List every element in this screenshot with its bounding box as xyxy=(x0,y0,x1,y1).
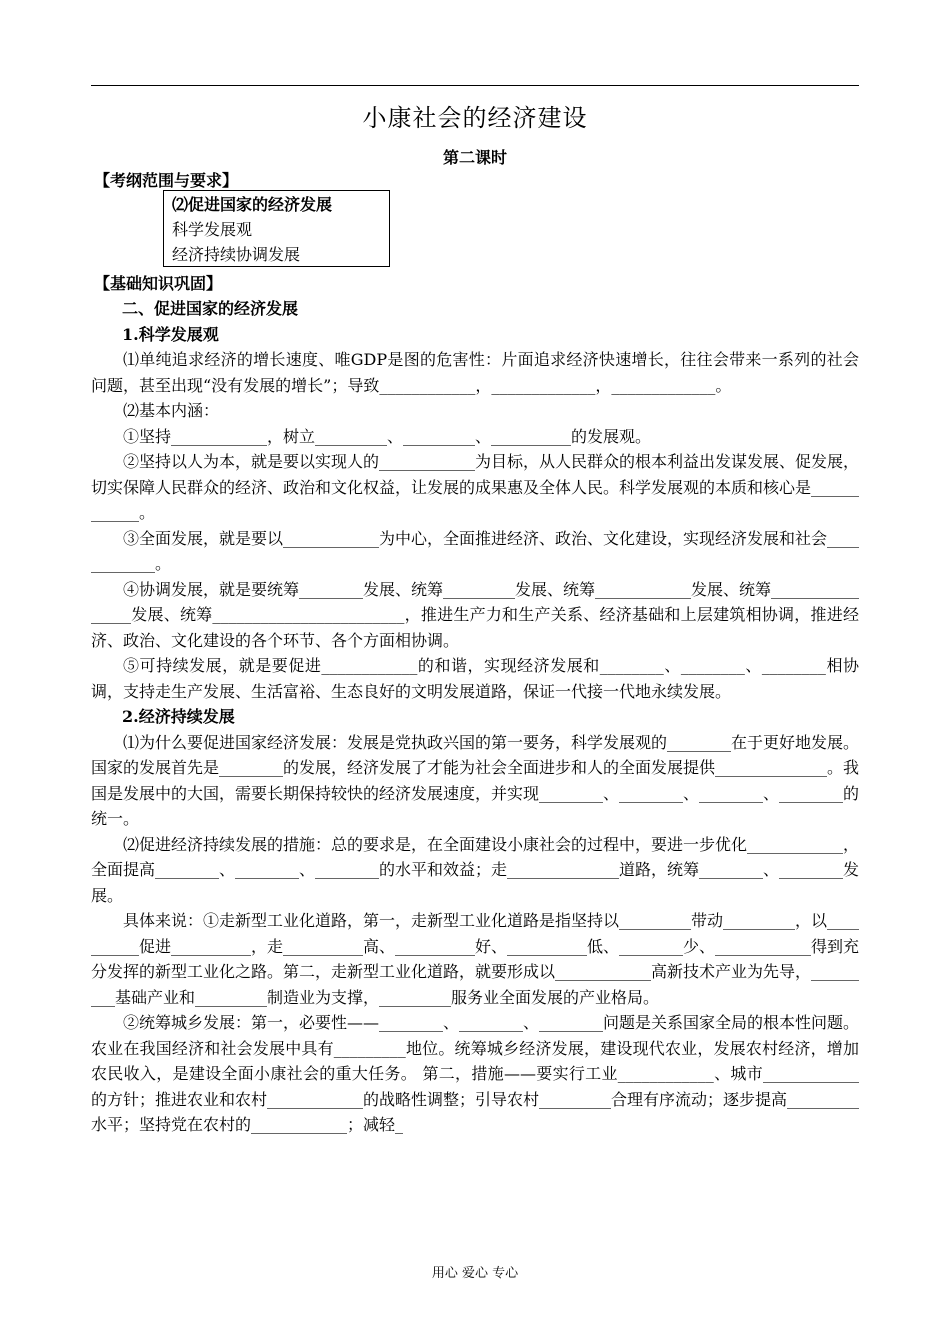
paragraph-why-develop: ⑴为什么要促进国家经济发展：发展是党执政兴国的第一要务，科学发展观的________在于更好地发展。国家的发展首先是________的发展，经济发展了才能为社会全面进步和人的全面发展提供______________。我国是发展中的大国，需要长期保持较快的经济发展速度，并实现________、________、________、________的统一。 xyxy=(91,732,860,828)
section-heading-basics: 【基础知识巩固】 xyxy=(94,274,223,293)
page-title: 小康社会的经济建设 xyxy=(362,104,588,132)
lesson-subtitle: 第二课时 xyxy=(442,148,507,167)
heading-two: 二、促进国家的经济发展 xyxy=(122,299,299,318)
page-footer: 用心 爱心 专心 xyxy=(431,1266,519,1281)
scope-requirements-box xyxy=(163,190,390,267)
scope-line-1: ⑵促进国家的经济发展 xyxy=(172,195,333,214)
paragraph-harm: ⑴单纯追求经济的增长速度、唯GDP是图的危害性：片面追求经济快速增长，往往会带来一系列的社会问题，甚至出现“没有发展的增长”；导致____________，_____________，_____________。 xyxy=(91,350,859,395)
paragraph-comprehensive: ③全面发展，就是要以____________为中心，全面推进经济、政治、文化建设，实现经济发展和社会____________。 xyxy=(91,528,860,573)
paragraph-sustainable: ⑤可持续发展，就是要促进____________的和谐，实现经济发展和________、________、________相协调，支持走生产发展、生活富裕、生态良好的文明发展道路，保证一代接一代地永续发展。 xyxy=(91,656,859,701)
paragraph-urban-rural: ②统筹城乡发展：第一，必要性——________、________、________问题是关系国家全局的根本性问题。农业在我国经济和社会发展中具有_________地位。统筹城乡经济发展，建设现代农业，发展农村经济，增加农民收入，是建设全面小康社会的重大任务。 第二，措施——要实行工业____________、城市____________的方针；推进农业和农村____________的战略性调整；引导农村_________合理有序流动；逐步提高_________水平；坚持党在农村的____________；减轻_ xyxy=(91,1013,860,1134)
paragraph-connotation-intro: ⑵基本内涵： xyxy=(123,401,220,420)
section-heading-scope: 【考纲范围与要求】 xyxy=(94,171,239,190)
paragraph-people-oriented: ②坚持以人为本，就是要以实现人的____________为目标，从人民群众的根本利益出发谋发展、促发展，切实保障人民群众的经济、政治和文化权益，让发展的成果惠及全体人民。科学发展观的本质和核心是____________。 xyxy=(91,452,860,522)
paragraph-adhere: ①坚持____________，树立_________、_________、__________的发展观。 xyxy=(123,426,652,446)
heading-scientific-outlook: 1.科学发展观 xyxy=(122,324,219,344)
header-rule xyxy=(91,85,859,86)
paragraph-coordinated: ④协调发展，就是要统筹________发展、统筹_________发展、统筹____________发展、统筹________________发展、统筹________________________，推进生产力和生产关系、经济基础和上层建筑相协调，推进经济、政治、文化建设的各个环节、各个方面相协调。 xyxy=(91,579,860,650)
scope-line-3: 经济持续协调发展 xyxy=(172,245,301,264)
heading-economic-sustained: 2.经济持续发展 xyxy=(122,707,235,726)
paragraph-measures: ⑵促进经济持续发展的措施：总的要求是，在全面建设小康社会的过程中，要进一步优化____________，全面提高________、________、________的水平和效益；走______________道路，统筹________、________发展。 xyxy=(91,834,860,905)
main-content xyxy=(91,296,859,1138)
scope-line-2: 科学发展观 xyxy=(172,220,253,239)
paragraph-industrialization: 具体来说：①走新型工业化道路，第一，走新型工业化道路是指坚持以_________带动_________，以__________促进__________，走__________高、__________好、__________低、________少、____________得到充分发挥的新型工业化之路。第二，走新型工业化道路，就要形成以____________高新技术产业为先导，_________基础产业和_________制造业为支撑，_________服务业全面发展的产业格局。 xyxy=(91,911,860,1007)
